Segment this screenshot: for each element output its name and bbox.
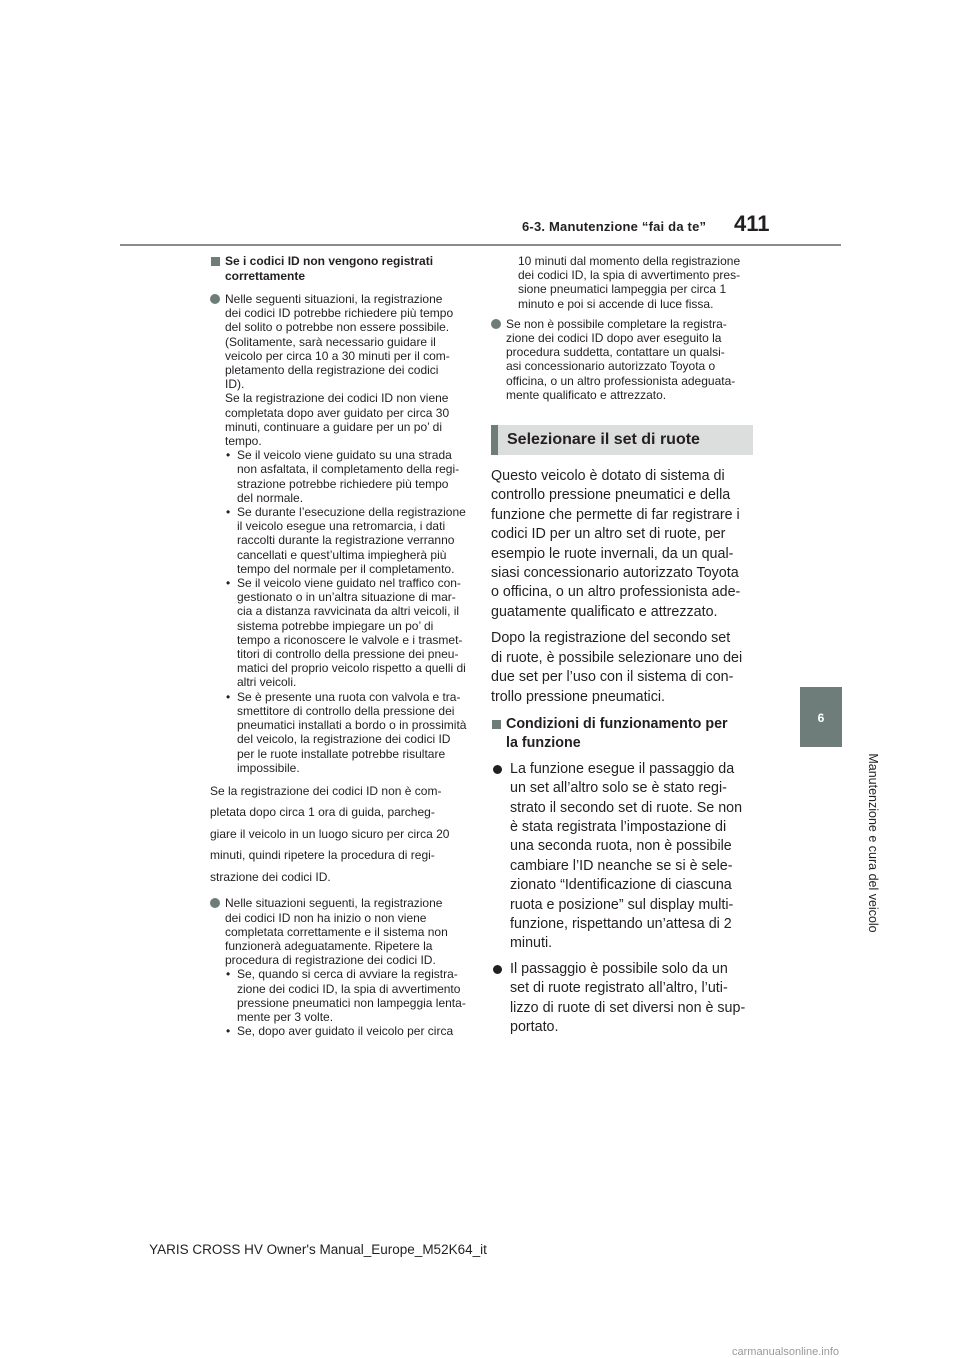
text-line: strazione dei codici ID. xyxy=(210,869,331,884)
text-line: portato. xyxy=(510,1019,559,1035)
text-line: o officina, o un altro professionista ade- xyxy=(491,584,741,601)
text-line: 10 minuti dal momento della registrazione xyxy=(518,254,741,268)
bullet-paragraph xyxy=(491,317,753,402)
text-line: Il passaggio è possibile solo da un xyxy=(510,960,728,977)
text-line: dei codici ID, la spia di avvertimento pres- xyxy=(518,268,741,283)
bullet-paragraph xyxy=(210,896,470,967)
text-line: pletata dopo circa 1 ora di guida, parcheg- xyxy=(210,805,435,820)
text-line: del veicolo, la registrazione dei codici ID xyxy=(237,732,451,747)
text-line: smettitore di controllo della pressione dei xyxy=(237,703,455,718)
text-line: un set all’altro solo se è stato regi- xyxy=(510,780,727,797)
text-line: due set per l’uso con il sistema di con- xyxy=(491,669,734,686)
watermark: carmanualsonline.info xyxy=(732,1346,840,1358)
subheading-text: Se i codici ID non vengono registrati correttamente xyxy=(225,254,434,283)
text-line: altri veicoli. xyxy=(237,675,297,690)
chapter-tab: 6 xyxy=(800,687,842,747)
text-line: pneumatici installati a bordo o in prossimità xyxy=(237,718,467,733)
text-line: veicolo per circa 10 a 30 minuti per il com- xyxy=(225,348,450,363)
text-line: cambiare l’ID neanche se si è sele- xyxy=(510,857,733,874)
text-line: del normale. xyxy=(237,490,304,505)
paragraph-second-set xyxy=(491,629,753,707)
sub-bullet-list xyxy=(210,448,470,775)
text-line: Questo veicolo è dotato di sistema di xyxy=(491,468,725,485)
text-line: dei codici ID non ha inizio o non viene xyxy=(225,910,427,925)
text-line: Se, quando si cerca di avviare la registra- xyxy=(237,967,458,982)
paragraph-reregister xyxy=(210,781,470,889)
text-line: è stata registrata l’impostazione di xyxy=(510,818,727,835)
text-line: La funzione esegue il passaggio da xyxy=(510,760,735,777)
text-line: Se il veicolo viene guidato su una strada xyxy=(237,448,452,463)
bullet-point xyxy=(491,960,753,1038)
text-line: una seconda ruota, non è possibile xyxy=(510,838,732,855)
sub-bullet-marker: • xyxy=(226,448,231,463)
text-line: funzione che permette di far registrare i xyxy=(491,506,740,523)
round-bullet-icon xyxy=(210,898,220,908)
text-line: set di ruote registrato all’altro, l’uti- xyxy=(510,980,728,997)
text-line: mente qualificato e attrezzato. xyxy=(506,387,667,402)
text-line: sione pneumatici lampeggia per circa 1 xyxy=(518,282,727,297)
text-line: raccolti durante la registrazione verranno xyxy=(237,533,455,548)
text-line: la funzione xyxy=(506,735,581,752)
text-line: Dopo la registrazione del secondo set xyxy=(491,630,731,647)
text-line: non asfaltata, il completamento della regi- xyxy=(237,462,460,477)
text-line: impossibile. xyxy=(237,760,300,775)
text-line: minuto e poi si accende di luce fissa. xyxy=(518,296,714,311)
running-header-section: 6-3. Manutenzione “fai da te” xyxy=(522,219,707,234)
text-line: Nelle seguenti situazioni, la registrazione xyxy=(225,292,443,306)
sub-bullet xyxy=(210,448,470,505)
text-line: Se il veicolo viene guidato nel traffico con- xyxy=(237,576,461,591)
text-line: esempio le ruote invernali, da un qual- xyxy=(491,545,734,562)
section-title-box xyxy=(491,425,753,455)
sub-bullet-marker: • xyxy=(226,1024,231,1039)
text-line: Se è presente una ruota con valvola e tra- xyxy=(237,689,461,704)
text-line: siasi concessionario autorizzato Toyota xyxy=(491,565,739,582)
text-line: Se la registrazione dei codici ID non è com- xyxy=(210,783,442,798)
text-line: mente per 3 volte. xyxy=(237,1010,334,1025)
section-title: Selezionare il set di ruote xyxy=(507,431,700,449)
text-line: codici ID per un altro set di ruote, per xyxy=(491,526,726,543)
text-line: minuti, quindi ripetere la procedura di regi- xyxy=(210,848,435,863)
text-line: asi concessionario autorizzato Toyota o xyxy=(506,359,716,374)
sub-bullet xyxy=(210,690,470,775)
text-line: zionato “Identificazione di ciascuna xyxy=(510,877,732,894)
text-line: minuti. xyxy=(510,935,553,952)
text-line: del solito o potrebbe non essere possibile. xyxy=(225,320,450,335)
text-line: cia a distanza ravvicinata da altri veicoli, il xyxy=(237,604,460,619)
text-line: completata correttamente e il sistema non xyxy=(225,924,448,939)
sub-bullet-marker: • xyxy=(226,505,231,520)
bullet-paragraph xyxy=(210,292,470,448)
header-rule xyxy=(120,244,841,246)
text-line: per le ruote installate potrebbe risultare xyxy=(237,746,446,761)
sub-bullet xyxy=(210,576,470,690)
text-line: pressione pneumatici non lampeggia lenta- xyxy=(237,995,466,1010)
sub-bullet-marker: • xyxy=(226,576,231,591)
bullet-point xyxy=(491,760,753,954)
text-line: matici del proprio veicolo rispetto a quelli di xyxy=(237,661,466,676)
text-line: tempo a riconoscere le valvole e i trasmet- xyxy=(237,632,463,647)
text-line: ID). xyxy=(225,377,245,392)
text-line: Se durante l’esecuzione della registrazione xyxy=(237,505,466,520)
text-line: officina, o un altro professionista adeguata- xyxy=(506,373,736,388)
text-line: trollo pressione pneumatici. xyxy=(491,688,666,705)
text-line: funzionerà adeguatamente. Ripetere la xyxy=(225,939,433,954)
sub-bullet xyxy=(210,1024,470,1038)
sub-bullet-continuation xyxy=(491,254,753,311)
text-line: di ruote, è possibile selezionare uno dei xyxy=(491,649,743,666)
text-line: gestionato o in un’altra situazione di mar- xyxy=(237,590,456,605)
text-line: completata dopo aver guidato per circa 30 xyxy=(225,405,450,420)
square-bullet-icon xyxy=(492,720,501,729)
square-bullet-icon xyxy=(211,257,220,266)
footer xyxy=(0,1242,960,1257)
round-bullet-icon xyxy=(491,319,501,329)
text-line: Se non è possibile completare la registra- xyxy=(506,316,727,331)
text-line: Condizioni di funzionamento per xyxy=(506,715,728,732)
sub-bullet xyxy=(210,967,470,1024)
sub-bullet-marker: • xyxy=(226,967,231,982)
chapter-tab-label: Manutenzione e cura del veicolo xyxy=(866,753,880,933)
text-line: zione dei codici ID, la spia di avvertimento xyxy=(237,981,461,996)
text-line: tempo del normale per il completamento. xyxy=(237,561,455,576)
text-line: guatamente qualificato e attrezzato. xyxy=(491,603,718,620)
text-line: sistema potrebbe impiegare un po’ di xyxy=(237,618,434,633)
text-line: giare il veicolo in un luogo sicuro per circa 20 xyxy=(210,826,450,841)
text-line: procedura suddetta, contattare un qualsi- xyxy=(506,345,725,360)
text-line: Se la registrazione dei codici ID non viene xyxy=(225,391,449,406)
text-line: procedura di registrazione dei codici ID. xyxy=(225,953,436,968)
text-line: ruota e posizione” sul display multi- xyxy=(510,896,734,913)
round-bullet-icon xyxy=(210,294,220,304)
text-line: Se, dopo aver guidato il veicolo per circa xyxy=(237,1024,454,1039)
text-line: Nelle situazioni seguenti, la registrazione xyxy=(225,896,443,911)
text-line: pletamento della registrazione dei codici xyxy=(225,363,439,378)
text-line: (Solitamente, sarà necessario guidare il xyxy=(225,334,436,349)
sub-bullet-marker: • xyxy=(226,689,231,704)
text-line: cancellati e quest’ultima impiegherà più xyxy=(237,547,447,562)
subheading-operating-conditions xyxy=(491,715,753,754)
round-bullet-icon xyxy=(493,765,502,774)
paragraph-intro xyxy=(491,467,753,622)
text-line: controllo pressione pneumatici e della xyxy=(491,487,731,504)
left-column xyxy=(210,254,470,1038)
text-line: funzione, rispettando un’attesa di 2 xyxy=(510,915,732,932)
round-bullet-icon xyxy=(493,965,502,974)
right-column xyxy=(491,254,753,1043)
footer-text: YARIS CROSS HV Owner's Manual_Europe_M52K64_it xyxy=(149,1242,487,1257)
text-line: dei codici ID potrebbe richiedere più tempo xyxy=(225,306,454,321)
text-line: titori di controllo della pressione dei pneu- xyxy=(237,647,459,662)
subheading-id-codes-not-registered xyxy=(210,254,470,284)
text-line: lizzo di ruote di set diversi non è sup- xyxy=(510,999,746,1016)
text-line: il veicolo esegue una retromarcia, i dati xyxy=(237,519,446,534)
text-line: zione dei codici ID dopo aver eseguito la xyxy=(506,331,722,346)
text-line: tempo. xyxy=(225,434,262,449)
text-line: strato il secondo set di ruote. Se non xyxy=(510,799,743,816)
text-line: strazione potrebbe richiedere più tempo xyxy=(237,476,449,491)
sub-bullet xyxy=(210,505,470,576)
page-number: 411 xyxy=(734,211,770,236)
text-line: minuti, continuare a guidare per un po’ di xyxy=(225,419,443,434)
